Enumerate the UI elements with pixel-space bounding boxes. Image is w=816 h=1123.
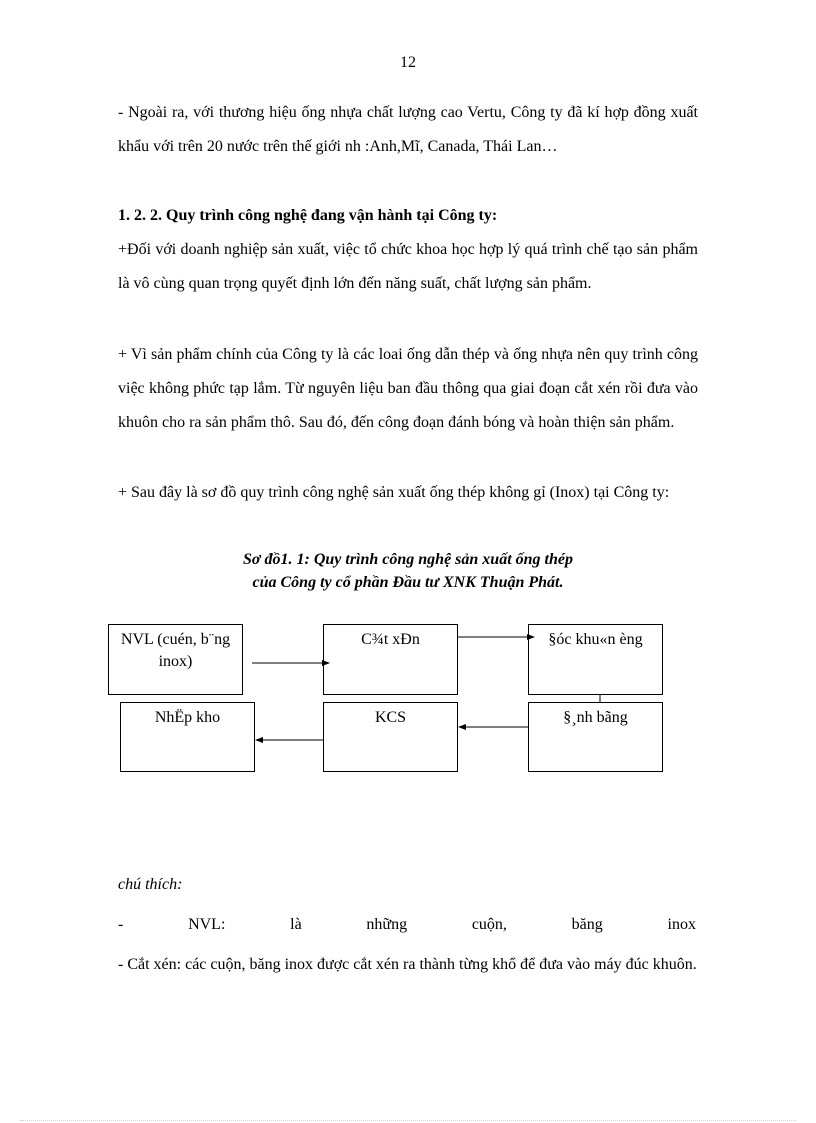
paragraph-diagram-intro: + Sau đây là sơ đồ quy trình công nghệ sản xuất ống thép không gỉ (Inox) tại Công ty:: [118, 484, 670, 501]
note-nvl-word: băng: [571, 916, 603, 933]
paragraph-process: + Vì sản phẩm chính của Công ty là các loai ống dẫn thép và ống nhựa nên quy trình công việc không phức tạp lắm. Từ nguyên liệu ban đầu thông qua giai đoạn cắt xén rồi đưa vào khuôn cho ra sản phẩm thô. Sau đó, đến công đoạn đánh bóng và hoàn thiện sản phẩm.: [118, 346, 698, 431]
note-nvl-term: NVL:: [188, 916, 226, 933]
notes-label: chú thích:: [118, 876, 183, 893]
paragraph-export: - Ngoài ra, với thương hiệu ống nhựa chất lượng cao Vertu, Công ty đã kí hợp đồng xuất khẩu với trên 20 nước trên thế giới nh :Anh,Mĩ, Canada, Thái Lan…: [118, 104, 698, 155]
note-nvl-word: là: [290, 916, 302, 933]
page-footer-rule: [20, 1120, 796, 1121]
box-kcs: KCS: [323, 702, 458, 772]
paragraph-production: +Đối với doanh nghiệp sản xuất, việc tổ chức khoa học hợp lý quá trình chế tạo sản phẩm là vô cùng quan trọng quyết định lớn đến năng suất, chất lượng sản phẩm.: [118, 241, 698, 292]
box-nhap-kho: NhËp kho: [120, 702, 255, 772]
note-nvl-dash: -: [118, 916, 124, 933]
diagram-caption-line2: của Công ty cổ phần Đầu tư XNK Thuận Phát.: [252, 574, 564, 591]
page-number: 12: [400, 54, 416, 71]
note-nvl-row: [118, 916, 696, 934]
box-danh-bong: §¸nh bãng: [528, 702, 663, 772]
note-cat-xen: - Cắt xén: các cuộn, băng inox được cắt xén ra thành từng khổ để đưa vào máy đúc khuôn.: [118, 956, 697, 973]
diagram-caption-line1: Sơ đồ1. 1: Quy trình công nghệ sản xuất ống thép: [243, 551, 573, 568]
note-nvl-word: những: [366, 916, 408, 933]
note-nvl-word: cuộn,: [471, 916, 507, 933]
section-heading: 1. 2. 2. Quy trình công nghệ đang vận hành tại Công ty:: [118, 207, 498, 224]
note-nvl-word: inox: [667, 916, 696, 933]
box-duc-khuon: §óc khu«n èng: [528, 624, 663, 695]
box-nvl: NVL (cuén, b¨ng inox): [108, 624, 243, 695]
box-cat-xen: C¾t xÐn: [323, 624, 458, 695]
